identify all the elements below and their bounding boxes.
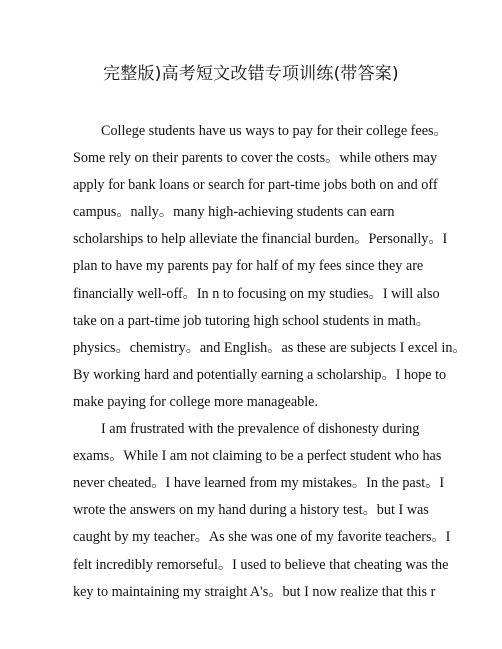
text-line: I am frustrated with the prevalence of dishonesty during (101, 421, 420, 438)
text-line: caught by my teacher。As she was one of my favorite teachers。I (73, 529, 451, 546)
text-line: College students have us ways to pay for their college fees。 (101, 123, 448, 139)
text-line: never cheated。I have learned from my mistakes。In the past。I (73, 475, 445, 492)
text-line: By working hard and potentially earning a scholarship。I hope to (73, 366, 447, 383)
text-line: felt incredibly remorseful。I used to believe that cheating was the (73, 556, 449, 573)
text-line: key to maintaining my straight A's。but I now realize that this r (73, 583, 436, 600)
text-line: plan to have my parents pay for half of my fees since they are (73, 258, 424, 275)
text-line: scholarships to help alleviate the financial burden。Personally。I (73, 231, 448, 248)
text-line: apply for bank loans or search for part-time jobs both on and off (73, 177, 438, 194)
text-line: financially well-off。In n to focusing on my studies。I will also (73, 285, 440, 302)
text-line: take on a part-time job tutoring high school students in math。 (73, 312, 430, 329)
text-line: make paying for college more manageable. (73, 393, 319, 410)
paragraph-2 (73, 416, 453, 606)
text-line: campus。nally。many high-achieving students can earn (73, 204, 395, 221)
document-body (73, 118, 467, 606)
text-line: wrote the answers on my hand during a history test。but I was (73, 502, 429, 519)
text-line: physics。chemistry。and English。as these are subjects I excel in。 (73, 339, 467, 356)
document-title: 完整版)高考短文改错专项训练(带答案) (103, 64, 399, 84)
paragraph-1 (73, 118, 467, 416)
text-line: Some rely on their parents to cover the costs。while others may (73, 150, 438, 167)
text-line: exams。While I am not claiming to be a perfect student who has (73, 448, 442, 465)
